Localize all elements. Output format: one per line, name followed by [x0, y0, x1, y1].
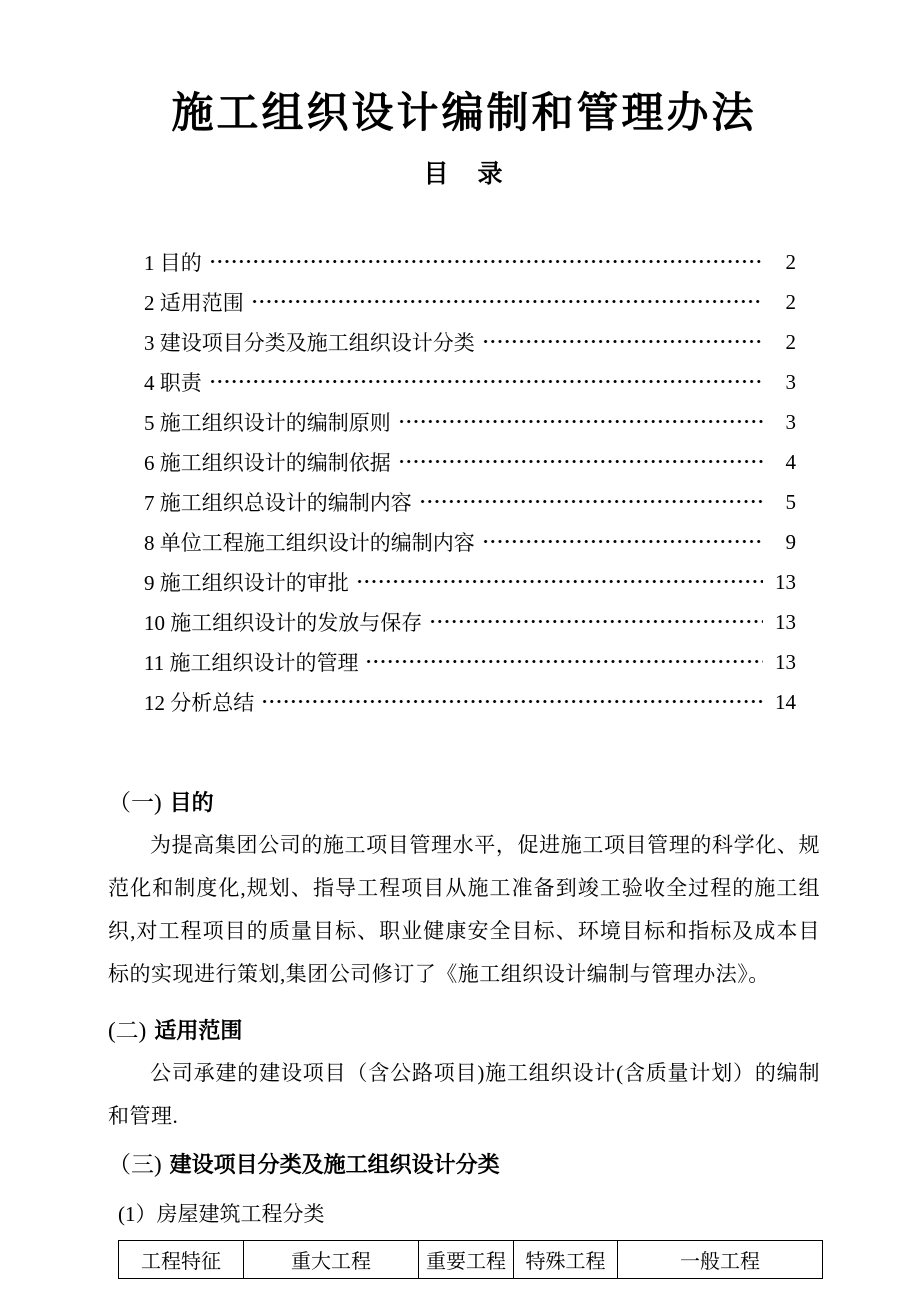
table-header-cell: 重大工程: [244, 1241, 419, 1279]
toc-leader-dots: [482, 322, 763, 362]
toc-item-label: 12 分析总结: [144, 691, 255, 715]
toc-page-number: 9: [785, 529, 796, 554]
toc-item: [144, 562, 796, 602]
toc-leader-dots: [419, 482, 763, 522]
section-title: 目的: [169, 790, 214, 815]
toc-item-label: 1 目的: [144, 251, 202, 275]
section-purpose: [108, 786, 820, 996]
table-of-contents: [144, 242, 796, 722]
toc-leader-dots: [261, 682, 763, 722]
toc-leader-dots: [251, 282, 763, 322]
table-header-cell: 一般工程: [618, 1241, 823, 1279]
toc-item: [144, 322, 796, 362]
toc-heading: 目 录: [423, 161, 505, 188]
toc-item: [144, 522, 796, 562]
toc-page-number: 13: [775, 569, 796, 594]
toc-page-number: 3: [785, 409, 796, 434]
document-title: 施工组织设计编制和管理办法: [171, 91, 757, 137]
toc-item: [144, 402, 796, 442]
toc-leader-dots: [209, 362, 763, 402]
section-heading: [108, 1148, 820, 1182]
toc-page-number: 3: [785, 369, 796, 394]
toc-page-number: 2: [785, 329, 796, 354]
toc-page-number: 5: [785, 489, 796, 514]
table-header-cell: 重要工程: [419, 1241, 514, 1279]
toc-leader-dots: [482, 522, 763, 562]
section-paragraph: 公司承建的建设项目（含公路项目)施工组织设计(含质量计划）的编制和管理.: [108, 1061, 820, 1128]
toc-item-label: 4 职责: [144, 371, 202, 395]
toc-item-label: 11 施工组织设计的管理: [144, 651, 359, 675]
toc-item-label: 6 施工组织设计的编制依据: [144, 451, 391, 475]
toc-leader-dots: [365, 642, 763, 682]
toc-page-number: 2: [785, 249, 796, 274]
section-classification: [108, 1148, 820, 1182]
table-header-cell: 工程特征: [119, 1241, 244, 1279]
section-number: (二): [108, 1018, 147, 1043]
toc-item-label: 5 施工组织设计的编制原则: [144, 411, 391, 435]
toc-item: [144, 282, 796, 322]
toc-item-label: 7 施工组织总设计的编制内容: [144, 491, 412, 515]
section-title: 适用范围: [154, 1018, 243, 1043]
toc-leader-dots: [356, 562, 763, 602]
toc-page-number: 2: [785, 289, 796, 314]
toc-item: [144, 602, 796, 642]
toc-item: [144, 642, 796, 682]
toc-page-number: 4: [785, 449, 796, 474]
toc-page-number: 13: [775, 649, 796, 674]
toc-item-label: 2 适用范围: [144, 291, 244, 315]
section-number: （一): [108, 790, 162, 815]
section-paragraph: 为提高集团公司的施工项目管理水平，促进施工项目管理的科学化、规范化和制度化,规划、指导工程项目从施工准备到竣工验收全过程的施工组织,对工程项目的质量目标、职业健康安全目标、环境目标和指标及成本目标的实现进行策划,集团公司修订了《施工组织设计编制与管理办法》。: [108, 833, 820, 986]
toc-leader-dots: [429, 602, 763, 642]
section-heading: [108, 1014, 820, 1048]
toc-page-number: 14: [775, 689, 796, 714]
section-heading: [108, 786, 820, 820]
toc-leader-dots: [209, 242, 763, 282]
toc-item-label: 10 施工组织设计的发放与保存: [144, 611, 423, 635]
toc-item: [144, 682, 796, 722]
toc-item: [144, 482, 796, 522]
toc-item-label: 3 建设项目分类及施工组织设计分类: [144, 331, 475, 355]
toc-item: [144, 362, 796, 402]
table-header-cell: 特殊工程: [514, 1241, 618, 1279]
toc-item: [144, 442, 796, 482]
document-body: [108, 786, 820, 1279]
subsection-heading: (1）房屋建筑工程分类: [118, 1202, 325, 1226]
toc-leader-dots: [398, 402, 763, 442]
toc-item: [144, 242, 796, 282]
classification-table: [118, 1240, 823, 1279]
toc-leader-dots: [398, 442, 763, 482]
toc-item-label: 9 施工组织设计的审批: [144, 571, 349, 595]
toc-page-number: 13: [775, 609, 796, 634]
toc-item-label: 8 单位工程施工组织设计的编制内容: [144, 531, 475, 555]
section-number: （三): [108, 1152, 162, 1177]
section-scope: [108, 1014, 820, 1138]
section-title: 建设项目分类及施工组织设计分类: [169, 1152, 500, 1177]
table-header-row: [119, 1241, 823, 1279]
